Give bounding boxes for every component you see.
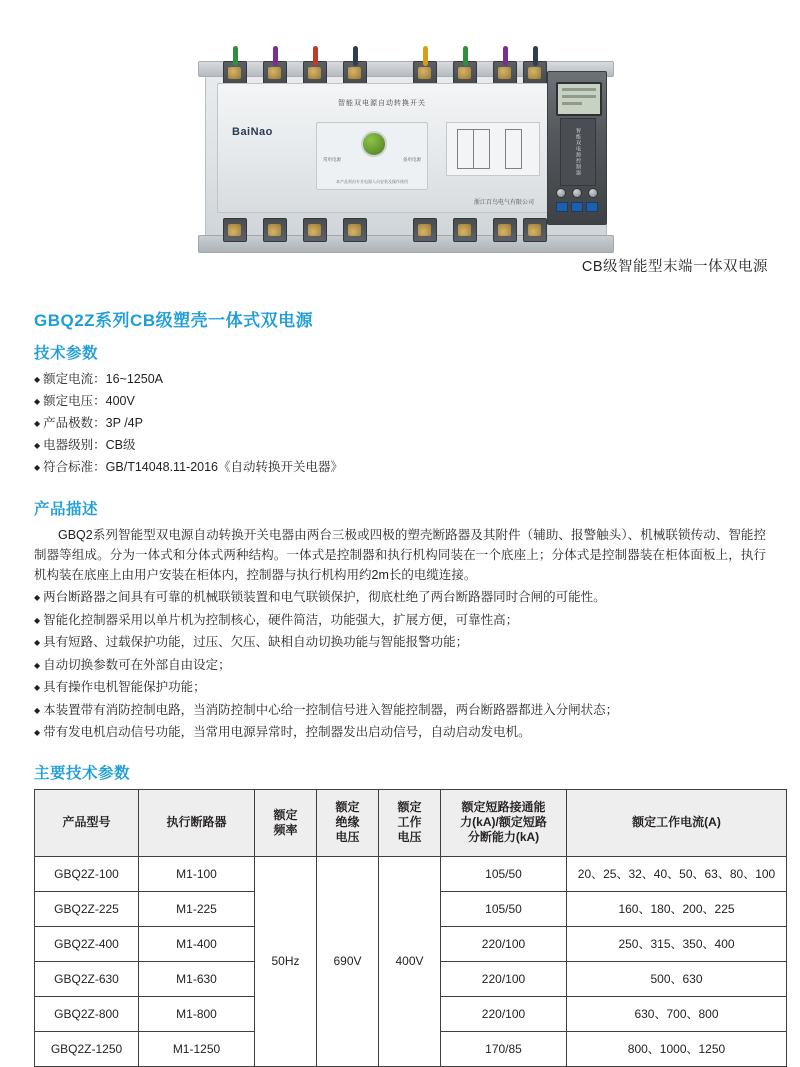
cell-breaker: M1-400 — [139, 926, 255, 961]
device-illustration — [195, 55, 615, 250]
cell-model: GBQ2Z-1250 — [35, 1031, 139, 1066]
cell-working-current: 250、315、350、400 — [567, 926, 787, 961]
col-header-breaker: 执行断路器 — [139, 789, 255, 856]
cell-short-circuit: 105/50 — [441, 891, 567, 926]
dial-legend — [323, 157, 421, 163]
controller-module — [547, 71, 607, 225]
photo-caption: CB级智能型末端一体双电源 — [581, 259, 768, 275]
cell-working-current: 20、25、32、40、50、63、80、100 — [567, 856, 787, 891]
list-item: ◆ 产品极数：3P /4P — [34, 413, 766, 435]
wiring-diagram — [446, 122, 540, 176]
cell-insulation-voltage: 690V — [317, 856, 379, 1066]
list-item: ◆ 智能化控制器采用以单片机为控制核心，硬件简洁，功能强大，扩展方便，可靠性高； — [34, 610, 766, 633]
device-front-panel — [217, 83, 549, 213]
list-item: ◆ 两台断路器之间具有可靠的机械联锁装置和电气联锁保护，彻底杜绝了两台断路器同时合闸的可能性。 — [34, 587, 766, 610]
cell-model: GBQ2Z-400 — [35, 926, 139, 961]
table-header-row — [35, 789, 787, 856]
description-paragraph: GBQ2系列智能型双电源自动转换开关电器由两台三极或四极的塑壳断路器及其附件（辅助、报警触头）、机械联锁传动、智能控制器等组成。分为一体式和分体式两种结构。一体式是控制器和执行机构同装在一个底座上；分体式是控制器装在柜体面板上，执行机构装在底座上由用户安装在柜体内，控制器与执行机构用约2m长的电缆连接。 — [34, 528, 766, 582]
cell-model: GBQ2Z-630 — [35, 961, 139, 996]
col-header-model: 产品型号 — [35, 789, 139, 856]
brand-logo: BaiNao — [232, 126, 273, 138]
table-row — [35, 856, 787, 891]
product-photo — [20, 0, 780, 290]
indicator-lamp-icon — [556, 188, 566, 198]
company-name: 浙江百鸟电气有限公司 — [473, 200, 534, 206]
cell-model: GBQ2Z-100 — [35, 856, 139, 891]
cell-breaker: M1-100 — [139, 856, 255, 891]
cell-short-circuit: 220/100 — [441, 996, 567, 1031]
cell-short-circuit: 105/50 — [441, 856, 567, 891]
rotary-selector-knob[interactable] — [361, 131, 387, 157]
indicator-lamp-icon — [572, 188, 582, 198]
col-header-working-current: 额定工作电流(A) — [567, 789, 787, 856]
cell-breaker: M1-630 — [139, 961, 255, 996]
section-heading-description: 产品描述 — [34, 501, 99, 518]
device-title-text: 智能双电源自动转换开关 — [338, 100, 426, 107]
controller-buttons[interactable] — [556, 202, 598, 212]
cell-short-circuit: 220/100 — [441, 926, 567, 961]
section-heading-main-params: 主要技术参数 — [34, 764, 131, 782]
cell-working-current: 500、630 — [567, 961, 787, 996]
bottom-terminals — [217, 218, 547, 244]
controller-button[interactable] — [556, 202, 568, 212]
section-heading-tech-params: 技术参数 — [34, 345, 99, 362]
col-header-frequency: 额定 频率 — [255, 789, 317, 856]
cell-breaker: M1-225 — [139, 891, 255, 926]
cell-working-current: 630、700、800 — [567, 996, 787, 1031]
cell-frequency: 50Hz — [255, 856, 317, 1066]
list-item: ◆ 具有操作电机智能保护功能； — [34, 677, 766, 700]
col-header-insulation-voltage: 额定 绝缘 电压 — [317, 789, 379, 856]
description-bullets — [34, 587, 766, 745]
list-item: ◆ 额定电压：400V — [34, 391, 766, 413]
list-item: ◆ 电器级别：CB级 — [34, 435, 766, 457]
parameters-table — [34, 789, 787, 1067]
indicator-lamps — [556, 188, 598, 198]
cell-working-current: 160、180、200、225 — [567, 891, 787, 926]
controller-button[interactable] — [586, 202, 598, 212]
dial-warning-note: 本产品须由专业电器人员安装及操作使用 — [336, 179, 408, 184]
cell-working-voltage: 400V — [379, 856, 441, 1066]
list-item: ◆ 额定电流：16~1250A — [34, 369, 766, 391]
indicator-lamp-icon — [588, 188, 598, 198]
lcd-display — [556, 82, 602, 116]
controller-label: 智能双电源控制器 — [560, 118, 596, 186]
top-terminals — [217, 51, 547, 85]
dial-right-label: 备用电源 — [403, 157, 421, 162]
cell-breaker: M1-1250 — [139, 1031, 255, 1066]
dial-left-label: 常用电源 — [323, 157, 341, 162]
cell-short-circuit: 220/100 — [441, 961, 567, 996]
list-item: ◆ 本装置带有消防控制电路，当消防控制中心给一控制信号进入智能控制器，两台断路器都进入分闸状态； — [34, 700, 766, 723]
document-content — [20, 306, 780, 1067]
cell-breaker: M1-800 — [139, 996, 255, 1031]
list-item: ◆ 自动切换参数可在外部自由设定； — [34, 655, 766, 678]
cell-working-current: 800、1000、1250 — [567, 1031, 787, 1066]
col-header-short-circuit: 额定短路接通能 力(kA)/额定短路 分断能力(kA) — [441, 789, 567, 856]
list-item: ◆ 符合标准：GB/T14048.11-2016《自动转换开关电器》 — [34, 457, 766, 479]
page-title: GBQ2Z系列CB级塑壳一体式双电源 — [34, 311, 314, 330]
cell-model: GBQ2Z-800 — [35, 996, 139, 1031]
list-item: ◆ 带有发电机启动信号功能，当常用电源异常时，控制器发出启动信号，自动启动发电机。 — [34, 722, 766, 745]
selector-panel — [316, 122, 428, 190]
col-header-working-voltage: 额定 工作 电压 — [379, 789, 441, 856]
cell-short-circuit: 170/85 — [441, 1031, 567, 1066]
list-item: ◆ 具有短路、过载保护功能，过压、欠压、缺相自动切换功能与智能报警功能； — [34, 632, 766, 655]
cell-model: GBQ2Z-225 — [35, 891, 139, 926]
tech-params-list — [34, 369, 766, 479]
controller-button[interactable] — [571, 202, 583, 212]
